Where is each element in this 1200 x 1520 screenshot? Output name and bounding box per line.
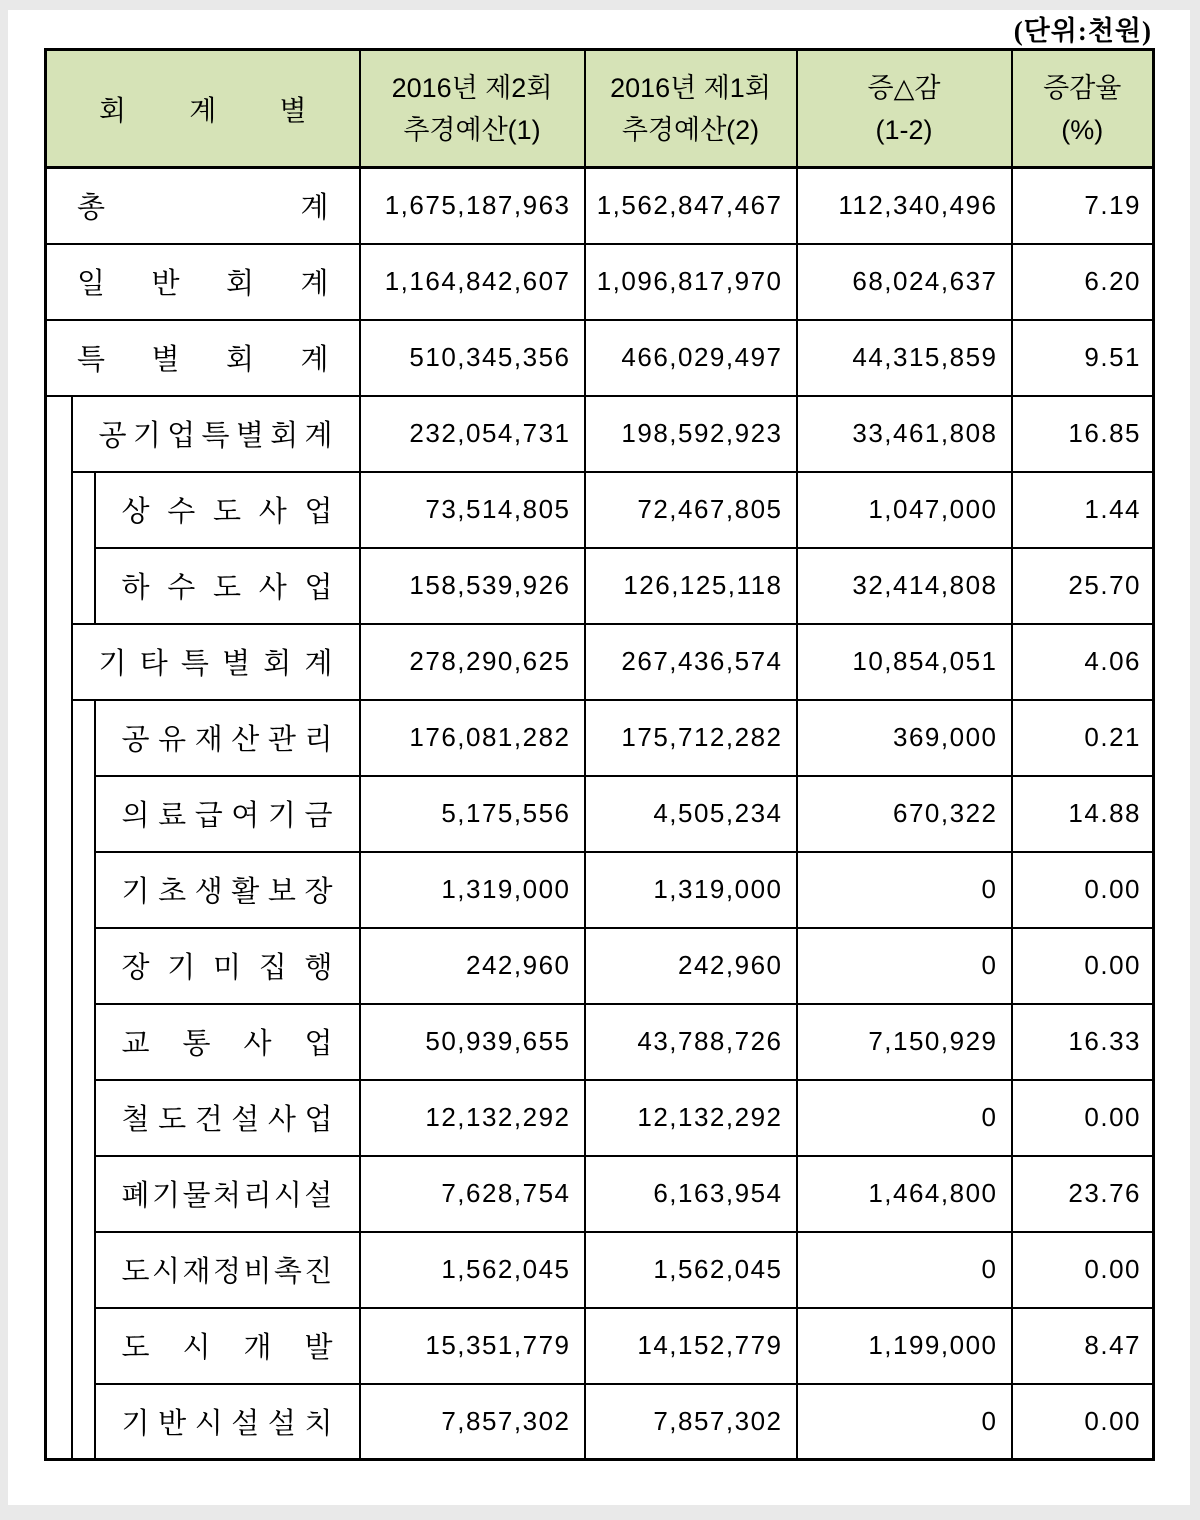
header-rate-line1: 증감율 bbox=[1043, 72, 1122, 103]
budget1-cell: 278,290,625 bbox=[360, 624, 585, 700]
rate-cell: 0.00 bbox=[1012, 1080, 1154, 1156]
rate-cell: 4.06 bbox=[1012, 624, 1154, 700]
budget1-cell: 1,319,000 bbox=[360, 852, 585, 928]
budget2-cell: 1,319,000 bbox=[585, 852, 797, 928]
budget2-cell: 14,152,779 bbox=[585, 1308, 797, 1384]
indent-strip-1 bbox=[46, 396, 72, 1460]
account-name: 상 수 도 사 업 bbox=[121, 496, 333, 528]
account-name: 도 시 개 발 bbox=[121, 1332, 333, 1364]
account-name: 기 반 시 설 설 치 bbox=[121, 1407, 333, 1440]
budget2-cell: 43,788,726 bbox=[585, 1004, 797, 1080]
diff-cell: 0 bbox=[797, 1080, 1012, 1156]
rate-cell: 16.33 bbox=[1012, 1004, 1154, 1080]
account-name-cell bbox=[95, 776, 360, 852]
account-name-cell bbox=[95, 928, 360, 1004]
budget1-cell: 176,081,282 bbox=[360, 700, 585, 776]
table-row bbox=[46, 776, 1154, 852]
header-diff-line1: 증△감 bbox=[867, 72, 941, 103]
rate-cell: 14.88 bbox=[1012, 776, 1154, 852]
table-row bbox=[46, 472, 1154, 548]
table-row bbox=[46, 1080, 1154, 1156]
header-budget1-line1: 2016년 제2회 bbox=[391, 72, 553, 103]
budget2-cell: 72,467,805 bbox=[585, 472, 797, 548]
budget2-cell: 267,436,574 bbox=[585, 624, 797, 700]
account-name-cell bbox=[95, 852, 360, 928]
account-name: 일 반 회 계 bbox=[77, 268, 329, 300]
account-name-cell bbox=[95, 1384, 360, 1460]
account-name: 의 료 급 여 기 금 bbox=[121, 800, 333, 832]
unit-label: (단위:천원) bbox=[1013, 16, 1152, 46]
diff-cell: 44,315,859 bbox=[797, 320, 1012, 396]
table-row bbox=[46, 168, 1154, 244]
budget1-cell: 73,514,805 bbox=[360, 472, 585, 548]
budget1-cell: 242,960 bbox=[360, 928, 585, 1004]
account-name-cell bbox=[95, 548, 360, 624]
account-name: 폐 기 물 처 리 시 설 bbox=[121, 1180, 333, 1212]
header-account-cell bbox=[46, 50, 360, 168]
budget1-cell: 1,562,045 bbox=[360, 1232, 585, 1308]
budget2-cell: 242,960 bbox=[585, 928, 797, 1004]
header-budget2-line2: 추경예산(2) bbox=[621, 114, 760, 145]
account-name: 공 유 재 산 관 리 bbox=[121, 724, 333, 756]
budget2-cell: 175,712,282 bbox=[585, 700, 797, 776]
table-row bbox=[46, 1004, 1154, 1080]
budget2-cell: 6,163,954 bbox=[585, 1156, 797, 1232]
budget2-cell: 12,132,292 bbox=[585, 1080, 797, 1156]
account-name: 공 기 업 특 별 회 계 bbox=[98, 420, 333, 452]
account-name-cell bbox=[95, 1156, 360, 1232]
budget2-cell: 1,562,045 bbox=[585, 1232, 797, 1308]
budget1-cell: 5,175,556 bbox=[360, 776, 585, 852]
budget1-cell: 7,857,302 bbox=[360, 1384, 585, 1460]
budget-table bbox=[44, 48, 1155, 1461]
diff-cell: 369,000 bbox=[797, 700, 1012, 776]
diff-cell: 7,150,929 bbox=[797, 1004, 1012, 1080]
rate-cell: 0.21 bbox=[1012, 700, 1154, 776]
account-name: 하 수 도 사 업 bbox=[121, 572, 333, 604]
table-row bbox=[46, 320, 1154, 396]
header-budget1-line2: 추경예산(1) bbox=[403, 114, 541, 145]
account-name-cell bbox=[95, 1308, 360, 1384]
document-page bbox=[8, 10, 1190, 1505]
rate-cell: 23.76 bbox=[1012, 1156, 1154, 1232]
rate-cell: 9.51 bbox=[1012, 320, 1154, 396]
table-row bbox=[46, 1156, 1154, 1232]
account-name-cell bbox=[72, 396, 360, 472]
account-name-cell bbox=[46, 168, 360, 244]
table-row bbox=[46, 548, 1154, 624]
budget1-cell: 12,132,292 bbox=[360, 1080, 585, 1156]
table-row bbox=[46, 852, 1154, 928]
budget1-cell: 510,345,356 bbox=[360, 320, 585, 396]
budget1-cell: 1,675,187,963 bbox=[360, 168, 585, 244]
budget-table-body bbox=[46, 168, 1154, 1460]
diff-cell: 33,461,808 bbox=[797, 396, 1012, 472]
account-name: 철 도 건 설 사 업 bbox=[121, 1104, 333, 1136]
account-name-cell bbox=[46, 244, 360, 320]
header-diff-cell bbox=[797, 50, 1012, 168]
rate-cell: 1.44 bbox=[1012, 472, 1154, 548]
account-name: 총 계 bbox=[77, 192, 329, 225]
header-budget2-cell bbox=[585, 50, 797, 168]
diff-cell: 1,047,000 bbox=[797, 472, 1012, 548]
account-name-cell bbox=[95, 700, 360, 776]
account-name-cell bbox=[72, 624, 360, 700]
diff-cell: 0 bbox=[797, 1384, 1012, 1460]
diff-cell: 32,414,808 bbox=[797, 548, 1012, 624]
budget1-cell: 1,164,842,607 bbox=[360, 244, 585, 320]
budget1-cell: 232,054,731 bbox=[360, 396, 585, 472]
diff-cell: 1,464,800 bbox=[797, 1156, 1012, 1232]
header-row bbox=[46, 50, 1154, 168]
table-row bbox=[46, 1384, 1154, 1460]
indent-strip-2 bbox=[72, 472, 95, 624]
header-diff-line2: (1-2) bbox=[875, 114, 933, 145]
table-row bbox=[46, 1232, 1154, 1308]
account-name: 도 시 재 정 비 촉 진 bbox=[121, 1256, 333, 1288]
account-name-cell bbox=[95, 1080, 360, 1156]
indent-strip-2 bbox=[72, 700, 95, 1460]
diff-cell: 670,322 bbox=[797, 776, 1012, 852]
rate-cell: 0.00 bbox=[1012, 852, 1154, 928]
table-row bbox=[46, 700, 1154, 776]
table-row bbox=[46, 624, 1154, 700]
rate-cell: 16.85 bbox=[1012, 396, 1154, 472]
rate-cell: 8.47 bbox=[1012, 1308, 1154, 1384]
budget1-cell: 15,351,779 bbox=[360, 1308, 585, 1384]
budget2-cell: 1,096,817,970 bbox=[585, 244, 797, 320]
budget2-cell: 1,562,847,467 bbox=[585, 168, 797, 244]
account-name-cell bbox=[95, 472, 360, 548]
header-rate-line2: (%) bbox=[1061, 114, 1104, 145]
account-name: 기 초 생 활 보 장 bbox=[121, 876, 333, 908]
budget2-cell: 4,505,234 bbox=[585, 776, 797, 852]
rate-cell: 7.19 bbox=[1012, 168, 1154, 244]
table-row bbox=[46, 396, 1154, 472]
rate-cell: 0.00 bbox=[1012, 928, 1154, 1004]
diff-cell: 112,340,496 bbox=[797, 168, 1012, 244]
diff-cell: 1,199,000 bbox=[797, 1308, 1012, 1384]
account-name: 기 타 특 별 회 계 bbox=[98, 648, 333, 680]
diff-cell: 0 bbox=[797, 852, 1012, 928]
account-name: 장 기 미 집 행 bbox=[121, 952, 333, 984]
account-name-cell bbox=[95, 1004, 360, 1080]
account-name-cell bbox=[46, 320, 360, 396]
diff-cell: 10,854,051 bbox=[797, 624, 1012, 700]
budget2-cell: 7,857,302 bbox=[585, 1384, 797, 1460]
account-name: 특 별 회 계 bbox=[77, 344, 329, 376]
header-account-label: 회 계 별 bbox=[99, 94, 307, 126]
budget2-cell: 198,592,923 bbox=[585, 396, 797, 472]
rate-cell: 6.20 bbox=[1012, 244, 1154, 320]
header-budget2-line1: 2016년 제1회 bbox=[610, 72, 771, 103]
rate-cell: 0.00 bbox=[1012, 1384, 1154, 1460]
budget1-cell: 50,939,655 bbox=[360, 1004, 585, 1080]
table-row bbox=[46, 1308, 1154, 1384]
table-row bbox=[46, 244, 1154, 320]
budget2-cell: 126,125,118 bbox=[585, 548, 797, 624]
header-rate-cell bbox=[1012, 50, 1154, 168]
account-name-cell bbox=[95, 1232, 360, 1308]
table-row bbox=[46, 928, 1154, 1004]
budget1-cell: 7,628,754 bbox=[360, 1156, 585, 1232]
diff-cell: 68,024,637 bbox=[797, 244, 1012, 320]
budget2-cell: 466,029,497 bbox=[585, 320, 797, 396]
rate-cell: 25.70 bbox=[1012, 548, 1154, 624]
diff-cell: 0 bbox=[797, 1232, 1012, 1308]
budget1-cell: 158,539,926 bbox=[360, 548, 585, 624]
rate-cell: 0.00 bbox=[1012, 1232, 1154, 1308]
diff-cell: 0 bbox=[797, 928, 1012, 1004]
header-budget1-cell bbox=[360, 50, 585, 168]
account-name: 교 통 사 업 bbox=[121, 1028, 333, 1060]
